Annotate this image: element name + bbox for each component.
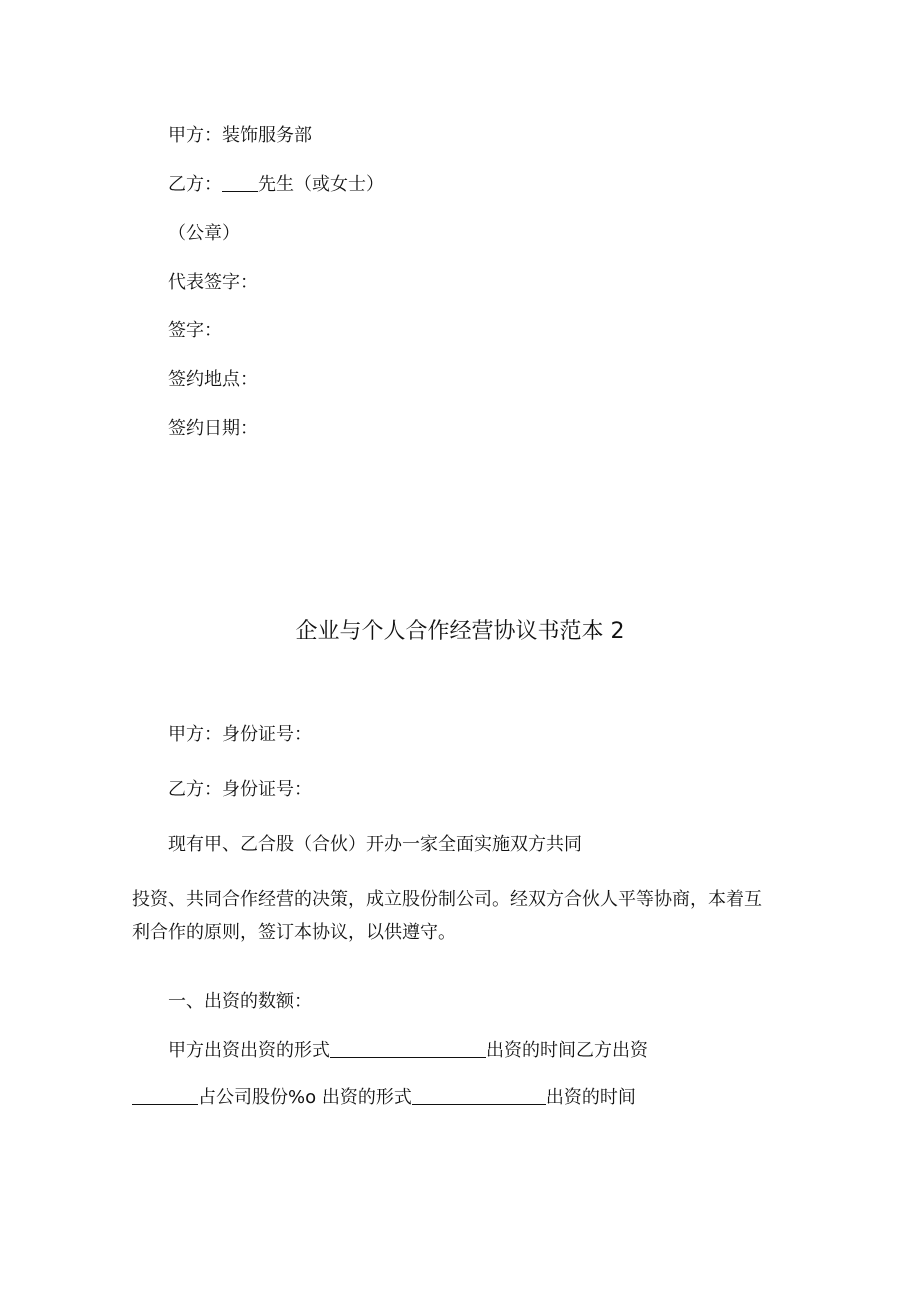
rep-signature-line: 代表签字： [168,272,258,293]
party-b-prefix: 乙方： [168,174,222,195]
contribution-form-blank [330,1039,486,1058]
intro-line-2: 投资、共同合作经营的决策，成立股份制公司。经双方合伙人平等协商，本着互 [132,889,762,910]
party-a-id-line: 甲方：身份证号： [168,724,312,745]
sign-date-line: 签约日期： [168,418,258,439]
party-a-line: 甲方：装饰服务部 [168,125,312,146]
party-b-form-blank [412,1086,546,1105]
party-b-amount-blank [132,1086,198,1105]
document-title: 企业与个人合作经营协议书范本 2 [295,619,625,644]
sign-place-line: 签约地点： [168,369,258,390]
contribution-a-text-2: 出资的时间乙方出资 [486,1040,648,1061]
section-1-heading: 一、出资的数额： [168,991,312,1012]
intro-line-1: 现有甲、乙合股（合伙）开办一家全面实施双方共同 [168,834,582,855]
contribution-line-a [168,1039,648,1063]
contribution-a-text-1: 甲方出资出资的形式 [168,1040,330,1061]
party-b-id-line: 乙方：身份证号： [168,779,312,800]
party-b-name-blank [222,173,258,192]
contribution-line-b [132,1086,636,1110]
seal-line: （公章） [168,223,240,244]
contribution-b-text-1: 占公司股份%o 出资的形式 [198,1087,412,1108]
intro-line-3: 利合作的原则，签订本协议，以供遵守。 [132,922,456,943]
party-b-line [168,173,384,197]
party-b-suffix: 先生（或女士） [258,174,384,195]
contribution-b-text-2: 出资的时间 [545,1087,636,1108]
signature-line: 签字： [168,320,222,341]
